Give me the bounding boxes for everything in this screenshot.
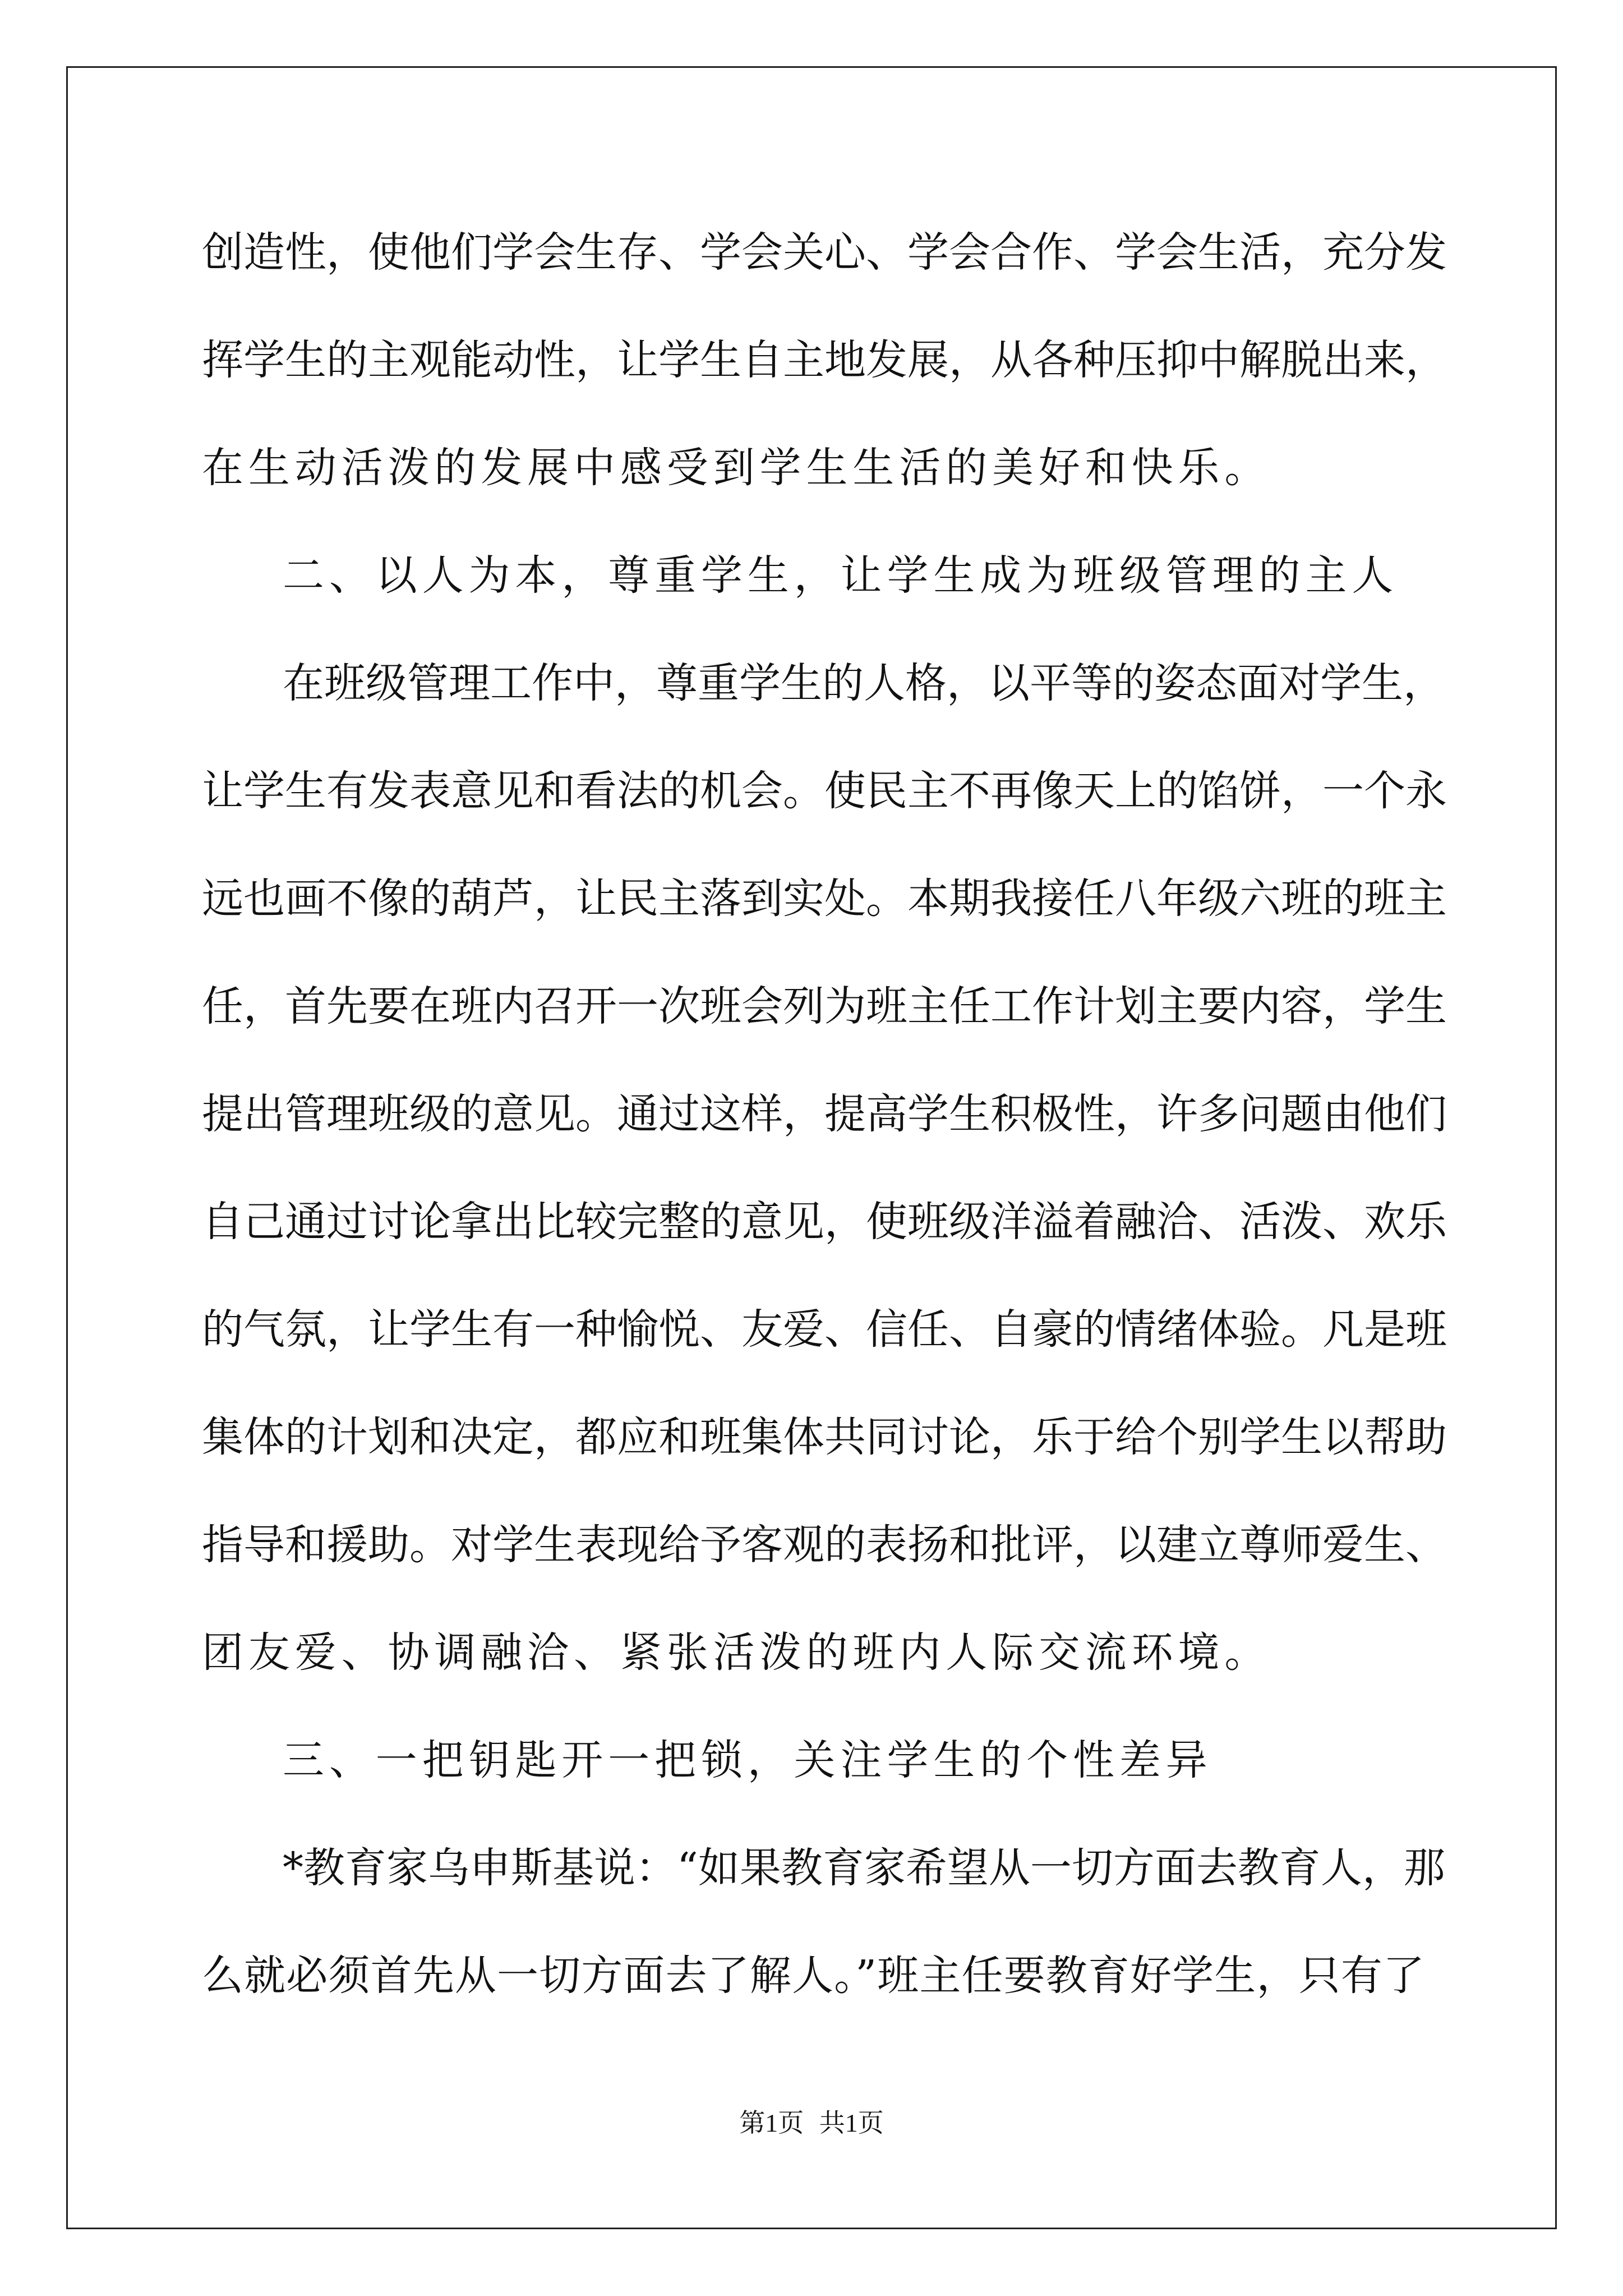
text-line: 团友爱、协调融洽、紧张活泼的班内人际交流环境。 (202, 1628, 1271, 1677)
text-line: 自己通过讨论拿出比较完整的意见，使班级洋溢着融洽、活泼、欢乐 (202, 1198, 1447, 1246)
text-line: 提出管理班级的意见。通过这样，提高学生积极性，许多问题由他们 (202, 1090, 1447, 1138)
section-heading: 二、以人为本，尊重学生，让学生成为班级管理的主人 (283, 551, 1399, 600)
text-line: 在班级管理工作中，尊重学生的人格，以平等的姿态面对学生， (283, 659, 1445, 707)
text-line: 的气氛，让学生有一种愉悦、友爱、信任、自豪的情绪体验。凡是班 (202, 1305, 1447, 1354)
page-number: 第1页 (739, 2109, 804, 2137)
text-line: 指导和援助。对学生表现给予客观的表扬和批评，以建立尊师爱生、 (202, 1521, 1447, 1569)
text-line: *教育家乌申斯基说：“如果教育家希望从一切方面去教育人，那 (283, 1844, 1445, 1892)
text-line: 集体的计划和决定，都应和班集体共同讨论，乐于给个别学生以帮助 (202, 1413, 1447, 1461)
page-footer (0, 2106, 1623, 2140)
text-line: 挥学生的主观能动性，让学生自主地发展，从各种压抑中解脱出来， (202, 336, 1447, 384)
text-line: 创造性，使他们学会生存、学会关心、学会合作、学会生活，充分发 (202, 228, 1447, 277)
text-line: 在生动活泼的发展中感受到学生生活的美好和快乐。 (202, 444, 1271, 492)
text-line: 远也画不像的葫芦，让民主落到实处。本期我接任八年级六班的班主 (202, 875, 1447, 923)
text-line: 让学生有发表意见和看法的机会。使民主不再像天上的馅饼，一个永 (202, 767, 1447, 815)
document-body (202, 213, 1447, 2044)
text-line: 任，首先要在班内召开一次班会列为班主任工作计划主要内容，学生 (202, 982, 1447, 1030)
page-total: 共1页 (819, 2109, 884, 2137)
section-heading: 三、一把钥匙开一把锁，关注学生的个性差异 (283, 1736, 1212, 1784)
text-line: 么就必须首先从一切方面去了解人。”班主任要教育好学生，只有了 (202, 1952, 1424, 2000)
